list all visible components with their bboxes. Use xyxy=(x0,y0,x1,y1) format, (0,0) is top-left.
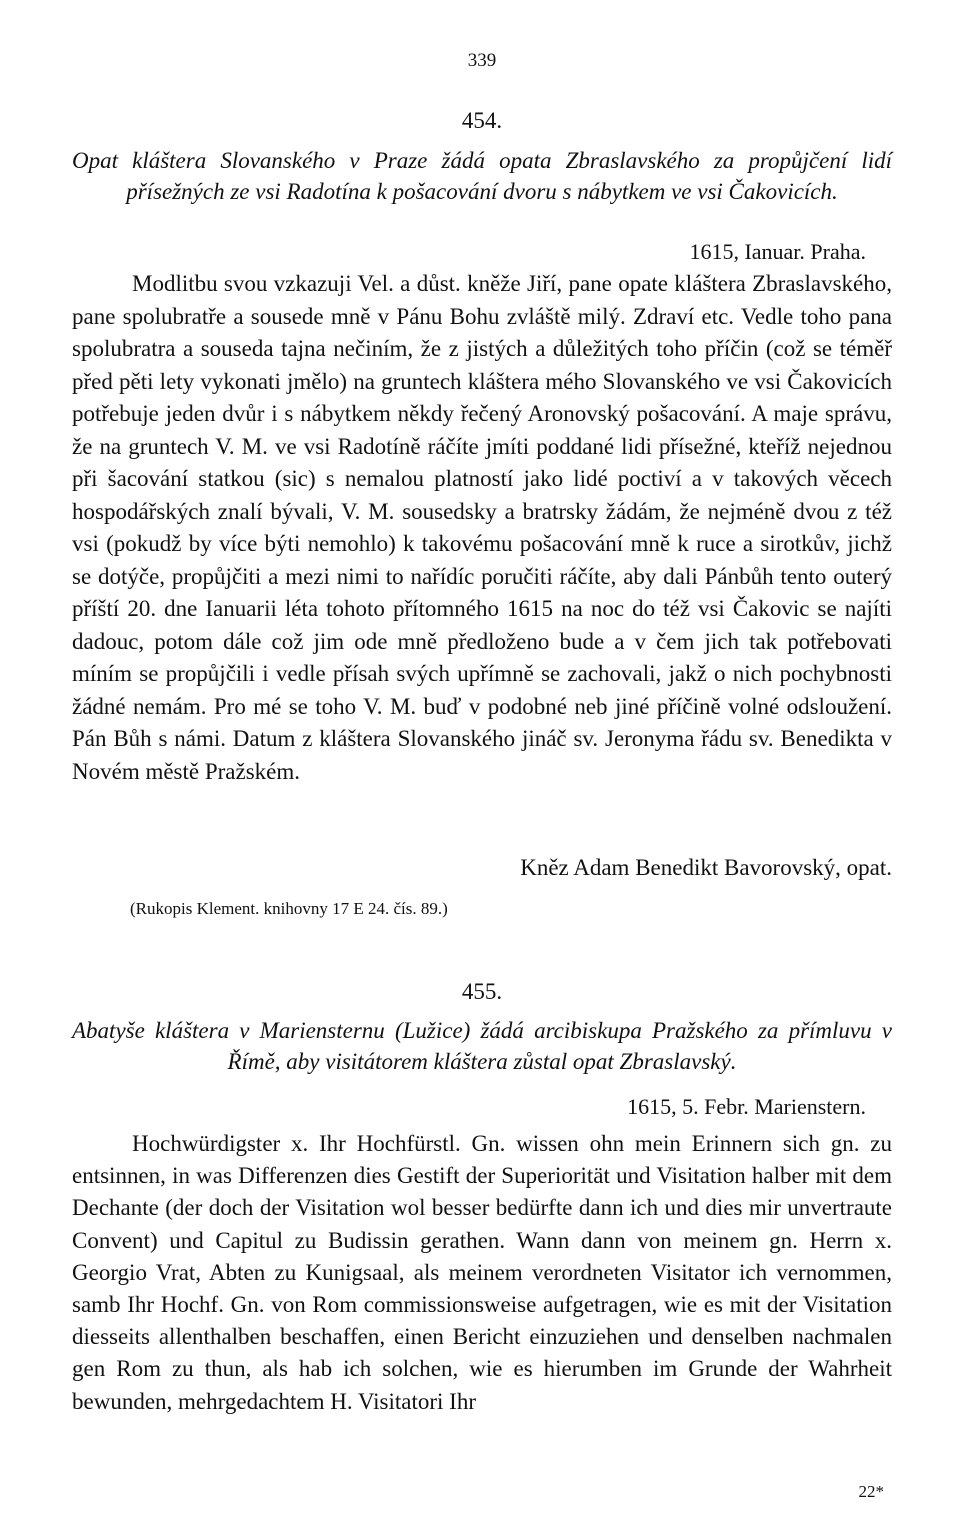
document-body: Hochwürdigster x. Ihr Hochfürstl. Gn. wissen ohn mein Erinnern sich gn. zu entsinnen, in was Differenzen dies Gestift der Superiorität und Visitation halber mit dem Dechante (der doch der Visitation wol besser bedürfte dann ich und dies mir unvertraute Convent) und Capitul zu Budissin gerathen. Wann dann von meinem gn. Herrn x. Georgio Vrat, Abten zu Kunigsaal, als meinem verordneten Visitator ich vernommen, samb Ihr Hochf. Gn. von Rom commissionsweise aufgetragen, wie es mit der Visitation diesseits allenthalben beschaffen, einen Bericht einzuziehen und denselben nachmalen gen Rom zu thun, als hab ich solchen, wie es hierumben im Grunde der Wahrheit bewunden, mehrgedachtem H. Visitatori Ihr xyxy=(72,1131,892,1414)
document-heading: Opat kláštera Slovanského v Praze žádá opata Zbraslavského za propůjčení lidí přísežných ze vsi Radotína k pošacování dvoru s nábytkem ve vsi Čakovicích. xyxy=(72,148,892,204)
document-heading: Abatyše kláštera v Mariensternu (Lužice) žádá arcibiskupa Pražského za přímluvu v Římě, aby visitátorem kláštera zůstal opat Zbraslavský. xyxy=(72,1018,892,1074)
page-number: 339 xyxy=(467,50,497,71)
signature: Kněz Adam Benedikt Bavorovský, opat. xyxy=(520,855,892,880)
document-number: 455. xyxy=(461,979,503,1004)
dateline: 1615, 5. Febr. Marienstern. xyxy=(627,1094,866,1119)
dateline: 1615, Ianuar. Praha. xyxy=(689,239,866,264)
source-note: (Rukopis Klement. knihovny 17 E 24. čís. 89.) xyxy=(130,899,448,918)
document-number: 454. xyxy=(461,108,503,133)
document-body: Modlitbu svou vzkazuji Vel. a důst. kněže Jiří, pane opate kláštera Zbraslavského, pane spolubratře a sousede mně v Pánu Bohu zvláště milý. Zdraví etc. Vedle toho pana spolubratra a souseda tajna nečiním, že z jistých a důležitých toho příčin (což se téměř před pěti lety vykonati jmělo) na gruntech kláštera mého Slovanského ve vsi Čakovicích potřebuje jeden dvůr i s nábytkem někdy řečený Aronovský pošacování. A maje správu, že na gruntech V. M. ve vsi Radotíně ráčíte jmíti poddané lidi přísežné, kteříž nejednou při šacování statkou (sic) s nemalou platností jako lidé poctiví a v takových věcech hospodářských znalí bývali, V. M. sousedsky a bratrsky žádám, že nejméně dvou z též vsi (pokudž by více býti nemohlo) k takovému pošacování mně k ruce a sirotkův, jichž se dotýče, propůjčiti a mezi nimi to nařídíc poručiti ráčíte, aby dali Pánbůh tento outerý příští 20. dne Ianuarii léta tohoto přítomného 1615 na noc do též vsi Čakovic se najíti dadouc, potom dále což jim ode mně předloženo bude a v čem jich tak potřebovati míním se propůjčili i vedle přísah svých upřímně se zachovali, jakž o nich pochybnosti žádné nemám. Pro mé se toho V. M. buď v podobné neb jiné příčině volné odsloužení. Pán Bůh s námi. Datum z kláštera Slovanského jináč sv. Jeronyma řádu sv. Benedikta v Novém městě Pražském. xyxy=(72,271,892,784)
sheet-signature-mark: 22* xyxy=(858,1482,884,1501)
